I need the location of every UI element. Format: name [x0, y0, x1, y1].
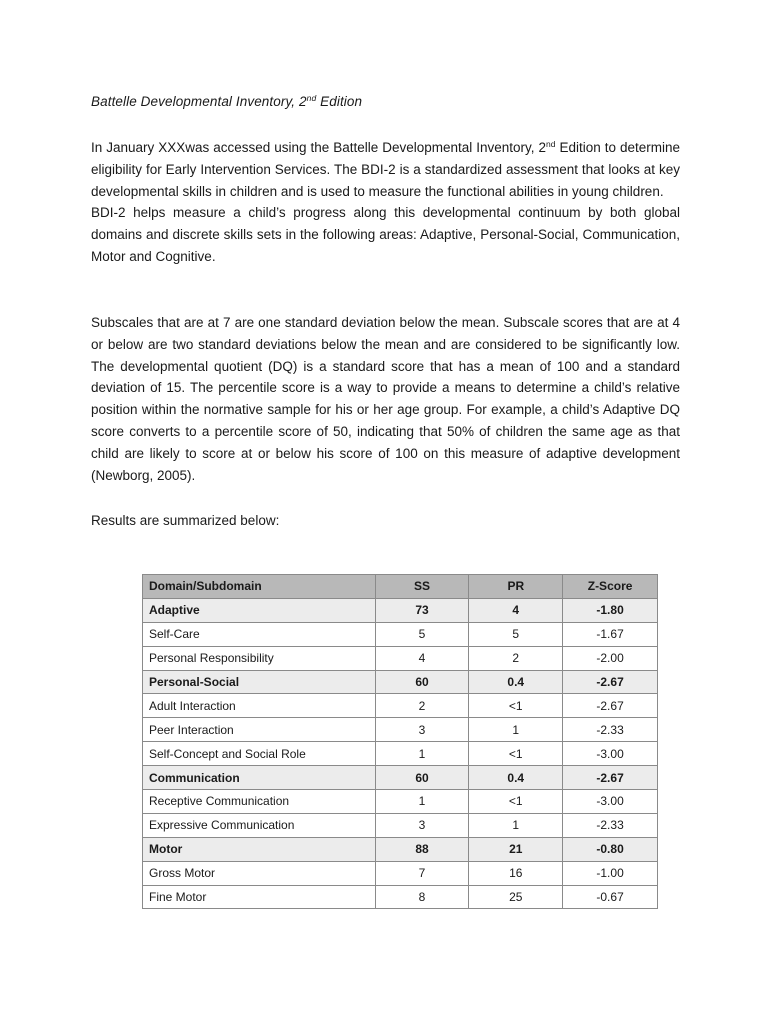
table-row-domain — [143, 598, 658, 622]
cell-zscore: -0.67 — [563, 885, 658, 909]
areas-paragraph: BDI-2 helps measure a child’s progress along this developmental continuum by both global domains and discrete skills sets in the following areas: Adaptive, Personal-Social, Communication, Motor and Cognitive. — [91, 205, 680, 264]
cell-domain-name: Motor — [143, 837, 376, 861]
cell-ss: 5 — [375, 622, 469, 646]
intro-paragraph — [91, 137, 680, 202]
cell-domain-name: Communication — [143, 766, 376, 790]
cell-domain-name: Receptive Communication — [143, 790, 376, 814]
cell-ss: 1 — [375, 790, 469, 814]
intro-text-part2: Edition to determine eligibility for Early Intervention Services. The BDI-2 is a standardized assessment that looks at key developmental skills in children and is used to measure the functional abilities in young children. — [91, 140, 680, 199]
intro-section — [91, 137, 680, 268]
cell-ss: 3 — [375, 813, 469, 837]
cell-domain-name: Personal-Social — [143, 670, 376, 694]
cell-pr: 2 — [469, 646, 563, 670]
cell-zscore: -3.00 — [563, 742, 658, 766]
document-title — [91, 94, 362, 109]
cell-pr: 25 — [469, 885, 563, 909]
cell-zscore: -2.33 — [563, 813, 658, 837]
cell-zscore: -2.67 — [563, 766, 658, 790]
cell-domain-name: Peer Interaction — [143, 718, 376, 742]
cell-ss: 60 — [375, 766, 469, 790]
cell-pr: 0.4 — [469, 766, 563, 790]
table-row — [143, 646, 658, 670]
cell-zscore: -2.00 — [563, 646, 658, 670]
cell-pr: <1 — [469, 742, 563, 766]
table-row-domain — [143, 766, 658, 790]
cell-pr: 16 — [469, 861, 563, 885]
cell-ss: 2 — [375, 694, 469, 718]
title-superscript: nd — [306, 93, 317, 103]
header-pr: PR — [469, 575, 563, 599]
table-row-domain — [143, 670, 658, 694]
table-row — [143, 885, 658, 909]
results-table — [142, 574, 658, 909]
cell-pr: 21 — [469, 837, 563, 861]
table-row — [143, 861, 658, 885]
cell-ss: 60 — [375, 670, 469, 694]
header-ss: SS — [375, 575, 469, 599]
table-body — [143, 598, 658, 909]
table-header-row — [143, 575, 658, 599]
cell-domain-name: Fine Motor — [143, 885, 376, 909]
intro-text-part1: In January XXXwas accessed using the Battelle Developmental Inventory, 2 — [91, 140, 547, 155]
table-row — [143, 718, 658, 742]
cell-ss: 7 — [375, 861, 469, 885]
table-row — [143, 742, 658, 766]
cell-pr: 0.4 — [469, 670, 563, 694]
cell-domain-name: Self-Concept and Social Role — [143, 742, 376, 766]
intro-superscript: nd — [546, 139, 556, 149]
cell-ss: 73 — [375, 598, 469, 622]
cell-zscore: -2.67 — [563, 670, 658, 694]
table-row — [143, 813, 658, 837]
cell-ss: 88 — [375, 837, 469, 861]
cell-zscore: -1.80 — [563, 598, 658, 622]
cell-domain-name: Gross Motor — [143, 861, 376, 885]
cell-domain-name: Adult Interaction — [143, 694, 376, 718]
cell-zscore: -2.67 — [563, 694, 658, 718]
cell-zscore: -1.00 — [563, 861, 658, 885]
cell-ss: 1 — [375, 742, 469, 766]
summary-intro: Results are summarized below: — [91, 513, 280, 528]
cell-ss: 8 — [375, 885, 469, 909]
cell-pr: <1 — [469, 790, 563, 814]
table-row — [143, 622, 658, 646]
cell-pr: 5 — [469, 622, 563, 646]
cell-domain-name: Personal Responsibility — [143, 646, 376, 670]
table-row-domain — [143, 837, 658, 861]
cell-domain-name: Expressive Communication — [143, 813, 376, 837]
cell-domain-name: Adaptive — [143, 598, 376, 622]
cell-ss: 4 — [375, 646, 469, 670]
cell-pr: 1 — [469, 718, 563, 742]
header-domain: Domain/Subdomain — [143, 575, 376, 599]
table-row — [143, 790, 658, 814]
scoring-paragraph: Subscales that are at 7 are one standard deviation below the mean. Subscale scores that are at 4 or below are two standard deviations below the mean and are considered to be significantly low. The developmental quotient (DQ) is a standard score that has a mean of 100 and a standard deviation of 15. The percentile score is a way to provide a means to determine a child’s relative position within the normative sample for his or her age group. For example, a child’s Adaptive DQ score converts to a percentile score of 50, indicating that 50% of children the same age as that child are likely to score at or below his score of 100 on this measure of adaptive development (Newborg, 2005). — [91, 315, 680, 483]
cell-domain-name: Self-Care — [143, 622, 376, 646]
cell-ss: 3 — [375, 718, 469, 742]
cell-zscore: -3.00 — [563, 790, 658, 814]
title-text: Battelle Developmental Inventory, 2 — [91, 94, 307, 109]
cell-zscore: -0.80 — [563, 837, 658, 861]
header-zscore: Z-Score — [563, 575, 658, 599]
cell-pr: 1 — [469, 813, 563, 837]
title-suffix: Edition — [316, 94, 363, 109]
table-row — [143, 694, 658, 718]
cell-pr: 4 — [469, 598, 563, 622]
cell-pr: <1 — [469, 694, 563, 718]
cell-zscore: -2.33 — [563, 718, 658, 742]
cell-zscore: -1.67 — [563, 622, 658, 646]
